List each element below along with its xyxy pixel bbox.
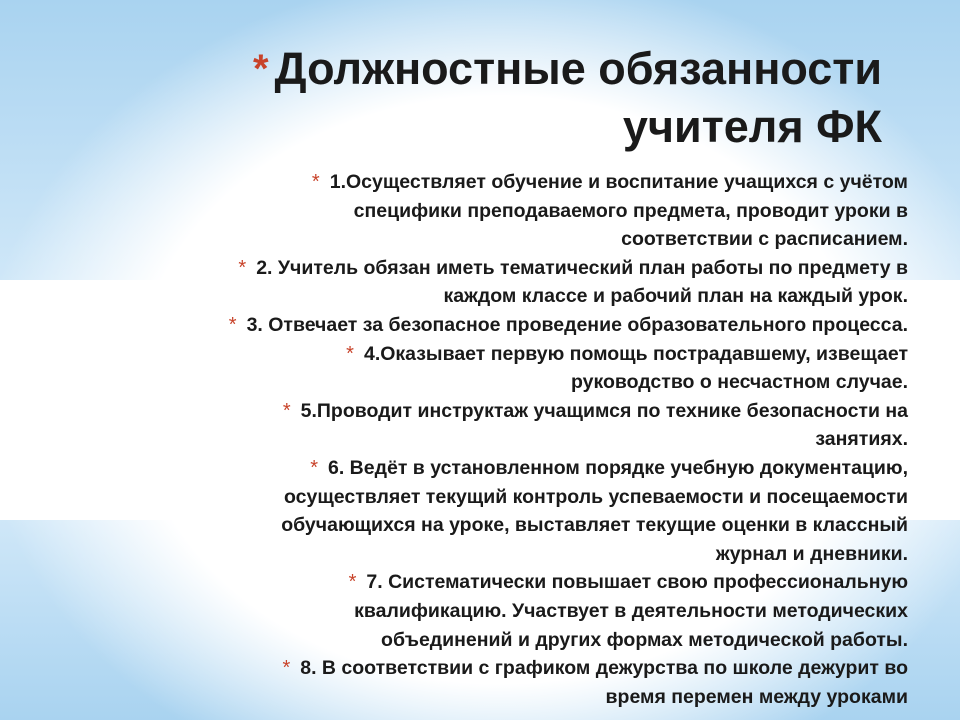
bullet-asterisk-icon: *: [348, 571, 357, 594]
bullet-asterisk-icon: *: [311, 171, 320, 193]
duty-line: соответствии с расписанием.: [621, 228, 908, 251]
duty-line: объединений и других формах методической работы.: [381, 628, 908, 651]
duty-line: * 8. В соответствии с графиком дежурства по школе дежурит во: [282, 657, 908, 680]
bullet-asterisk-icon: *: [282, 657, 291, 680]
duty-line: специфики преподаваемого предмета, проводит уроки в: [353, 199, 908, 222]
bullet-asterisk-icon: *: [228, 313, 237, 336]
bullet-asterisk-icon: *: [282, 399, 291, 422]
duty-item: [40, 454, 908, 568]
duty-line: * 4.Оказывает первую помощь пострадавшему, извещает: [346, 342, 908, 365]
duty-line: квалификацию. Участвует в деятельности методических: [354, 599, 908, 622]
bullet-asterisk-icon: *: [310, 456, 318, 479]
duty-line: * 6. Ведёт в установленном порядке учебную документацию,: [310, 456, 908, 479]
title-line-1: * Должностные обязанности: [252, 43, 882, 94]
duty-item: [40, 568, 908, 654]
duty-item: [40, 254, 908, 311]
duty-line: каждом классе и рабочий план на каждый урок.: [443, 285, 908, 308]
duty-line: * 7. Систематически повышает свою профессиональную: [348, 571, 908, 594]
duty-line: * 5.Проводит инструктаж учащимся по технике безопасности на: [282, 399, 908, 422]
bullet-asterisk-icon: *: [238, 256, 247, 279]
duties-list: [40, 168, 908, 711]
duty-item: [40, 654, 908, 711]
duty-item: [40, 168, 908, 254]
duty-line: занятиях.: [815, 428, 908, 451]
duty-item: [40, 397, 908, 454]
bullet-asterisk-icon: *: [346, 342, 354, 365]
duty-line: время перемен между уроками: [605, 685, 908, 708]
duty-line: * 2. Учитель обязан иметь тематический план работы по предмету в: [238, 256, 908, 279]
duty-line: * 1.Осуществляет обучение и воспитание учащихся с учётом: [311, 171, 908, 193]
duty-line: журнал и дневники.: [715, 542, 908, 565]
bullet-asterisk-icon: *: [252, 47, 269, 91]
duty-line: * 3. Отвечает за безопасное проведение образовательного процесса.: [228, 313, 908, 336]
duty-line: обучающихся на уроке, выставляет текущие оценки в классный: [281, 514, 908, 537]
duty-item: [40, 340, 908, 397]
duty-item: [40, 311, 908, 340]
duty-line: руководство о несчастном случае.: [571, 371, 908, 394]
slide-title: [170, 40, 882, 156]
duty-line: осуществляет текущий контроль успеваемости и посещаемости: [283, 485, 908, 508]
title-line-2: учителя ФК: [622, 101, 882, 152]
